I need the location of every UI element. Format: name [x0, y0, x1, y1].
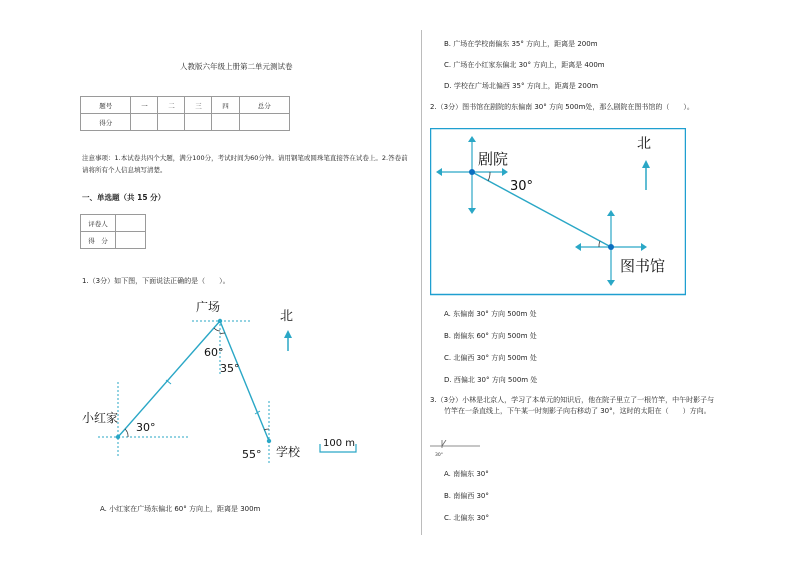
score-value-cell: 得分: [81, 114, 131, 131]
q1-option-b: B. 广场在学校南偏东 35° 方向上，距离是 200m: [444, 40, 598, 48]
label-xiaohongjia: 小红家: [82, 411, 119, 425]
q1-option-c: C. 广场在小红家东偏北 30° 方向上，距离是 400m: [444, 61, 605, 69]
label-xuexiao: 学校: [276, 445, 301, 459]
label-angle-60: 60°: [204, 346, 224, 359]
q3-option-c: C. 北偏东 30°: [444, 514, 489, 522]
label-juyuan: 剧院: [478, 150, 509, 168]
q2-option-c: C. 北偏西 30° 方向 500m 处: [444, 354, 537, 362]
q1-option-a: A. 小红家在广场东偏北 60° 方向上，距离是 300m: [100, 505, 261, 513]
exam-title: 人教版六年级上册第二单元测试卷: [180, 62, 293, 71]
score-table: [80, 96, 290, 131]
juyuan-point: [469, 169, 475, 175]
grader-table: [80, 214, 146, 249]
label-angle: 30°: [435, 453, 443, 458]
label-angle-35: 35°: [220, 362, 240, 375]
score-header-cell: 四: [212, 97, 239, 114]
q3-option-b: B. 南偏西 30°: [444, 492, 489, 500]
label-angle-30: 30°: [136, 421, 156, 434]
label-scale: 100 m: [323, 438, 356, 449]
label-angle-55: 55°: [242, 448, 262, 461]
score-header-cell: 二: [158, 97, 185, 114]
xuexiao-point: [267, 439, 271, 443]
q1-direction-diagram: [80, 296, 380, 496]
guangchang-point: [218, 319, 222, 323]
column-divider: [421, 30, 422, 535]
label-guangchang: 广场: [196, 300, 221, 314]
q2-stem: 2.（3分）图书馆在剧院的东偏南 30° 方向 500m处，那么剧院在图书馆的（ ）。: [430, 103, 694, 111]
q3-stem-line2: 竹竿在一条直线上，下午某一时刻影子向右移动了 30°，这时的太阳在（ ）方向。: [444, 407, 711, 415]
score-label: 得 分: [81, 232, 116, 249]
score-value-cell: [239, 114, 290, 131]
score-value-cell: [185, 114, 212, 131]
label-angle: 30°: [510, 179, 534, 194]
score-value-cell: [131, 114, 158, 131]
grader-label: 评卷人: [81, 215, 116, 232]
q2-option-d: D. 西偏北 30° 方向 500m 处: [444, 376, 538, 384]
label-bei: 北: [280, 309, 294, 324]
q1-stem: 1.（3分）如下图，下面说法正确的是（ ）。: [82, 277, 230, 285]
exam-notice: 注意事项：1.本试卷共四个大题，满分100分，考试时间为60分钟。请用钢笔或圆珠笔直接答在试卷上。2.答卷前请将所有个人信息填写清楚。: [82, 154, 408, 174]
q3-shadow-diagram: [430, 440, 490, 460]
score-header-cell: 三: [185, 97, 212, 114]
q3-stem-line1: 3.（3分）小林是北京人，学习了本单元的知识后，他在院子里立了一根竹竿，中午时影子与: [430, 396, 715, 404]
tushuguan-point: [608, 244, 614, 250]
score-value-cell: [212, 114, 239, 131]
score-header-cell: 题号: [81, 97, 131, 114]
section1-title: 一、单选题（共 15 分）: [82, 193, 166, 202]
score-header-cell: 总分: [239, 97, 290, 114]
q2-direction-diagram: [430, 128, 686, 296]
q3-option-a: A. 南偏东 30°: [444, 470, 489, 478]
label-bei: 北: [637, 136, 651, 152]
q2-option-a: A. 东偏南 30° 方向 500m 处: [444, 310, 537, 318]
q1-option-d: D. 学校在广场北偏西 35° 方向上，距离是 200m: [444, 82, 599, 90]
q2-option-b: B. 南偏东 60° 方向 500m 处: [444, 332, 537, 340]
score-header-cell: 一: [131, 97, 158, 114]
score-value-cell: [158, 114, 185, 131]
label-tushuguan: 图书馆: [620, 257, 666, 275]
xiaohongjia-point: [116, 435, 120, 439]
